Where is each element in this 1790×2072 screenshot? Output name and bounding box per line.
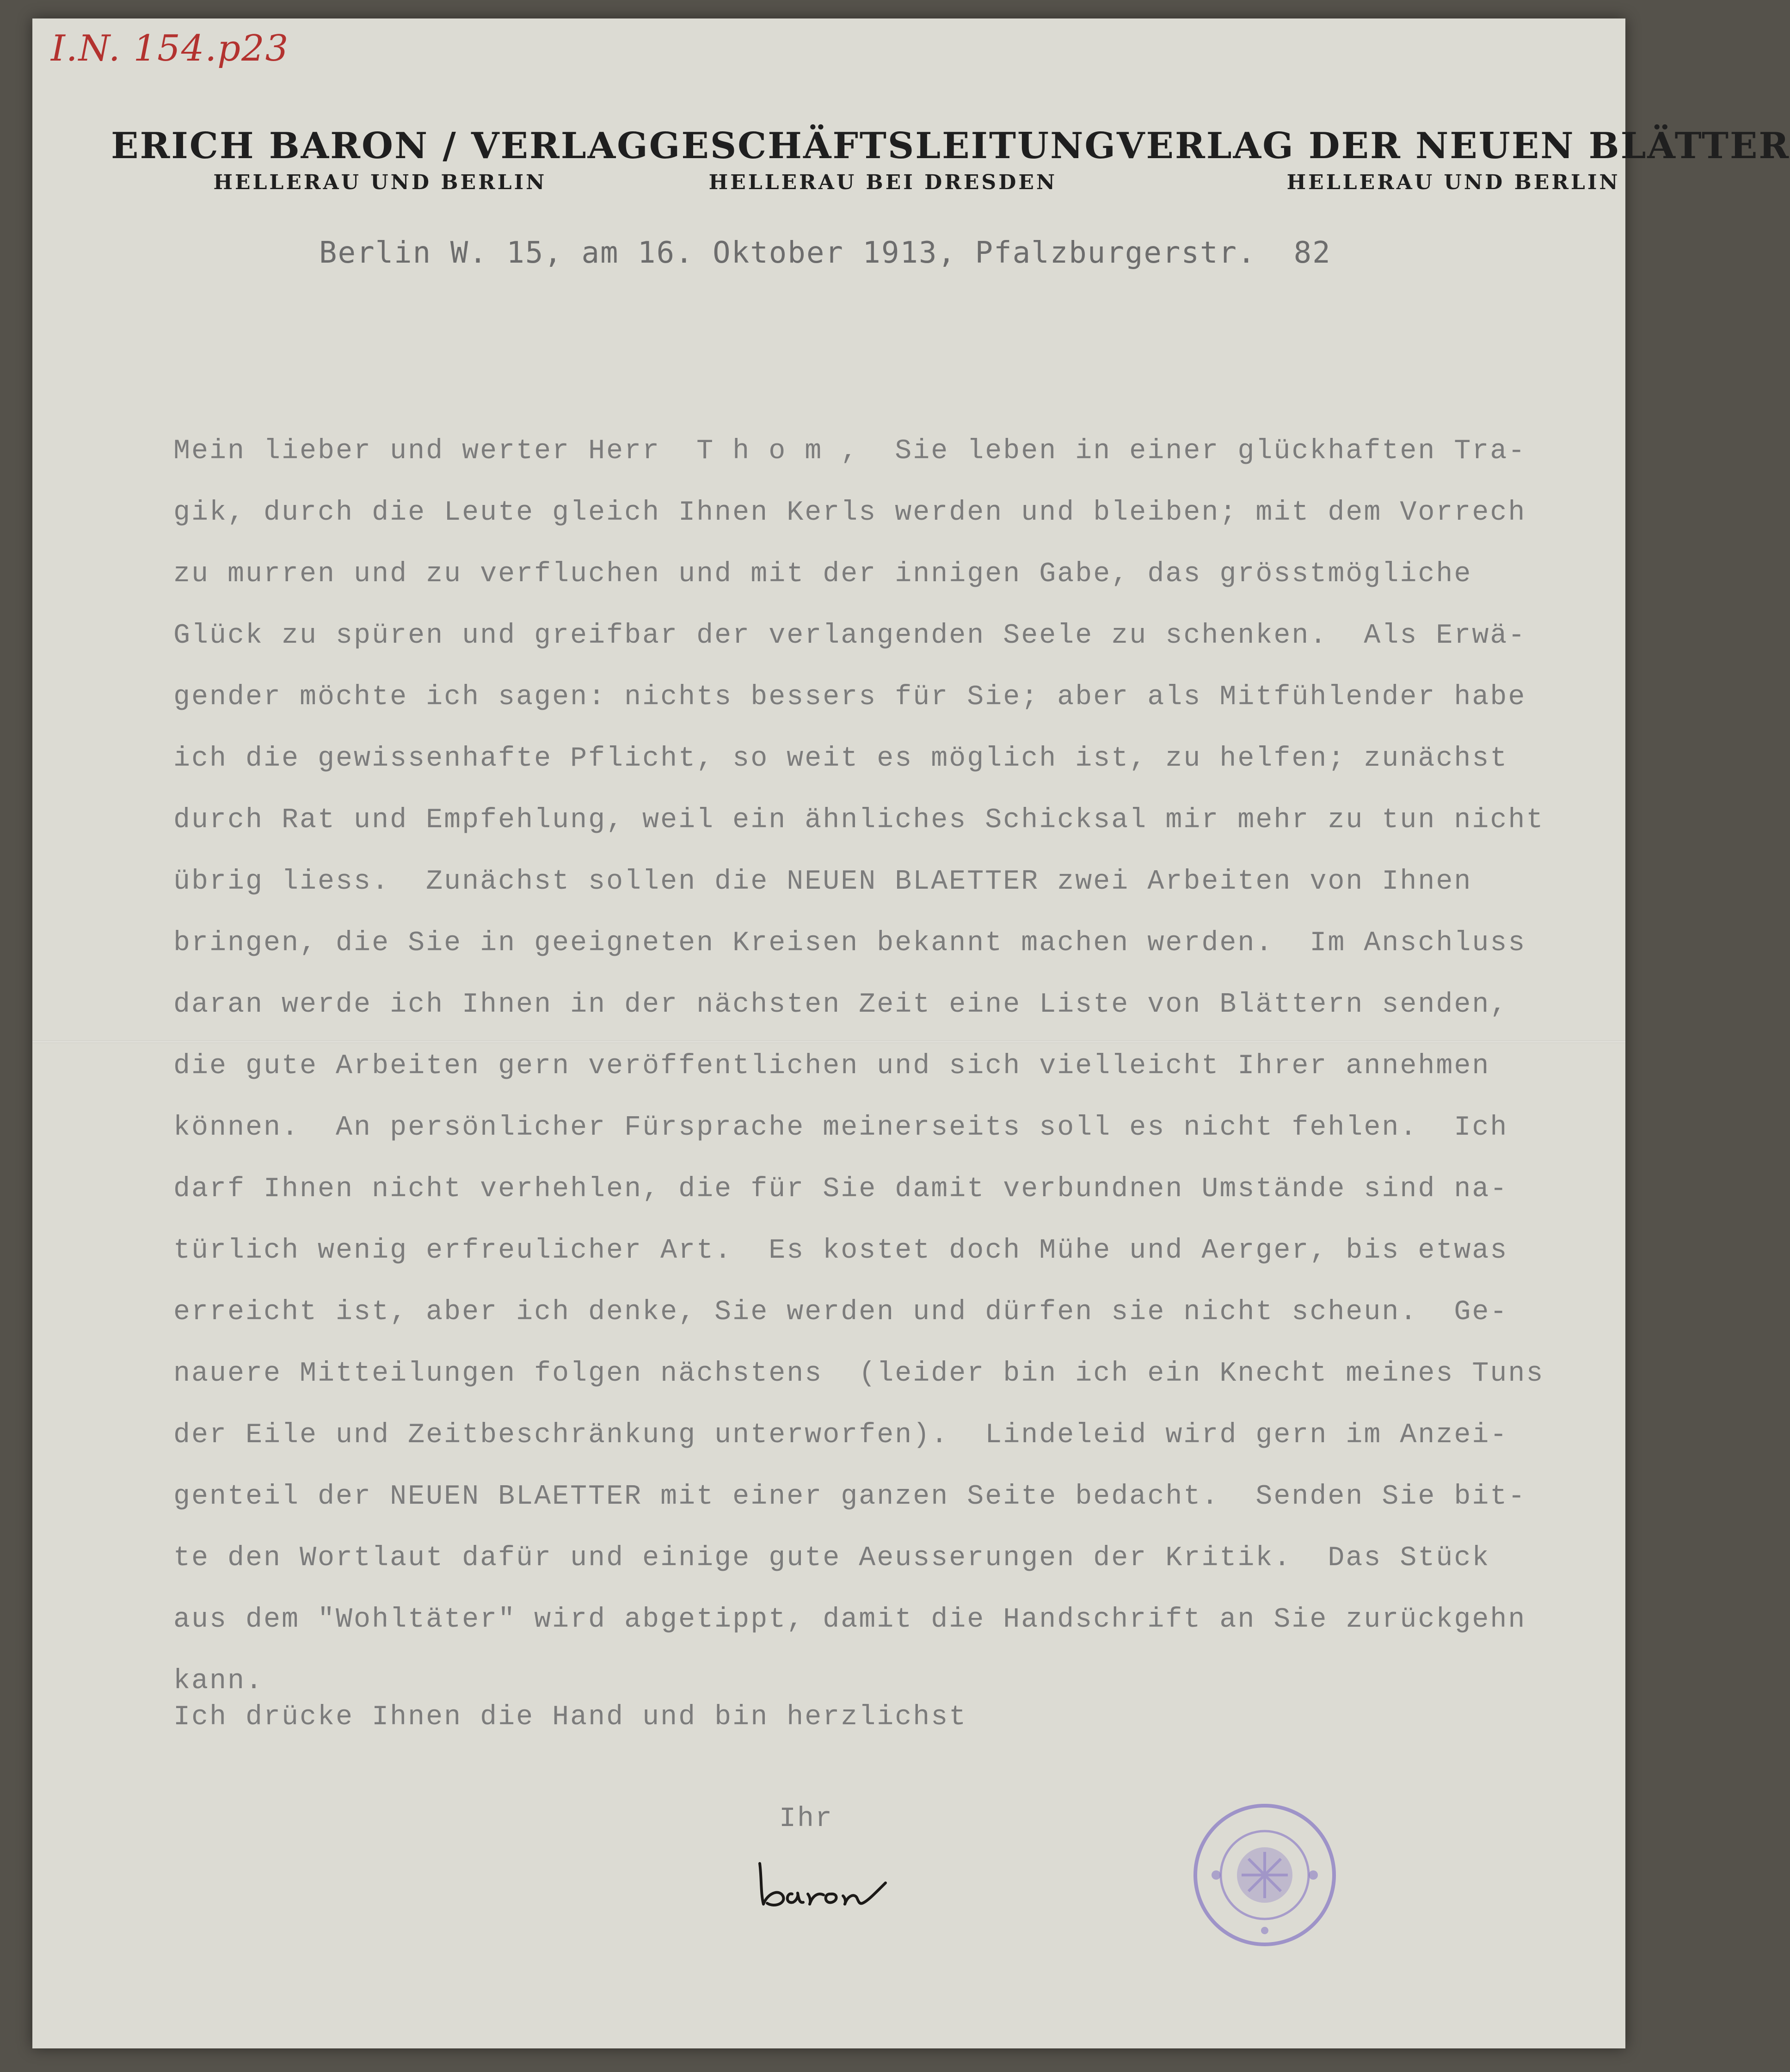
letterhead-name: VERLAG DER NEUEN BLÄTTER [1116, 125, 1790, 167]
body-line: Mein lieber und werter Herr T h o m , Sie leben in einer glückhaften Tra- [173, 436, 1526, 467]
dateline: Berlin W. 15, am 16. Oktober 1913, Pfalzburgerstr. 82 [319, 236, 1331, 270]
body-line: übrig liess. Zunächst sollen die NEUEN BLAETTER zwei Arbeiten von Ihnen [173, 866, 1472, 898]
letterhead-column-publisher [111, 125, 649, 194]
salutation-ihr: Ihr [779, 1803, 834, 1835]
letter-body [173, 421, 1570, 1712]
letterhead-name: GESCHÄFTSLEITUNG [649, 125, 1117, 167]
body-line: zu murren und zu verfluchen und mit der innigen Gabe, das grösstmögliche [173, 559, 1472, 590]
body-line: Glück zu spüren und greifbar der verlangenden Seele zu schenken. Als Erwä- [173, 620, 1526, 652]
body-line: die gute Arbeiten gern veröffentlichen und sich vielleicht Ihrer annehmen [173, 1051, 1490, 1082]
body-line: ich die gewissenhafte Pflicht, so weit es möglich ist, zu helfen; zunächst [173, 743, 1508, 775]
body-line: türlich wenig erfreulicher Art. Es kostet doch Mühe und Aerger, bis etwas [173, 1235, 1508, 1267]
body-line: nauere Mitteilungen folgen nächstens (leider bin ich ein Knecht meines Tuns [173, 1358, 1544, 1390]
body-line: genteil der NEUEN BLAETTER mit einer ganzen Seite bedacht. Senden Sie bit- [173, 1481, 1526, 1512]
archive-reference: I.N. 154.p23 [51, 28, 289, 69]
letterhead [111, 125, 1790, 194]
body-line: darf Ihnen nicht verhehlen, die für Sie damit verbundnen Umstände sind na- [173, 1174, 1508, 1205]
letterhead-column-neue-blaetter [1117, 125, 1790, 194]
body-line: können. An persönlicher Fürsprache meinerseits soll es nicht fehlen. Ich [173, 1112, 1508, 1144]
letter-page [32, 18, 1790, 2048]
body-line: kann. [173, 1666, 264, 1697]
library-stamp [1188, 1799, 1341, 1951]
body-line: durch Rat und Empfehlung, weil ein ähnliches Schicksal mir mehr zu tun nicht [173, 805, 1544, 836]
body-line: gik, durch die Leute gleich Ihnen Kerls werden und bleiben; mit dem Vorrech [173, 497, 1526, 529]
body-line: bringen, die Sie in geeigneten Kreisen bekannt machen werden. Im Anschluss [173, 928, 1526, 959]
closing-line: Ich drücke Ihnen die Hand und bin herzlichst [173, 1702, 967, 1733]
handwritten-signature [751, 1850, 899, 1919]
body-line: aus dem "Wohltäter" wird abgetippt, damit die Handschrift an Sie zurückgehn [173, 1604, 1526, 1635]
body-line: te den Wortlaut dafür und einige gute Aeusserungen der Kritik. Das Stück [173, 1543, 1490, 1574]
letterhead-column-management [649, 125, 1117, 194]
body-line: der Eile und Zeitbeschränkung unterworfen). Lindeleid wird gern im Anzei- [173, 1420, 1508, 1451]
letterhead-place: HELLERAU BEI DRESDEN [708, 171, 1058, 194]
body-line: gender möchte ich sagen: nichts bessers für Sie; aber als Mitfühlender habe [173, 682, 1526, 713]
body-line: erreicht ist, aber ich denke, Sie werden und dürfen sie nicht scheun. Ge- [173, 1297, 1508, 1328]
letterhead-place: HELLERAU UND BERLIN [1286, 171, 1620, 194]
letterhead-place: HELLERAU UND BERLIN [213, 171, 547, 194]
body-line: daran werde ich Ihnen in der nächsten Zeit eine Liste von Blättern senden, [173, 989, 1508, 1021]
letterhead-name: ERICH BARON / VERLAG [111, 125, 649, 167]
